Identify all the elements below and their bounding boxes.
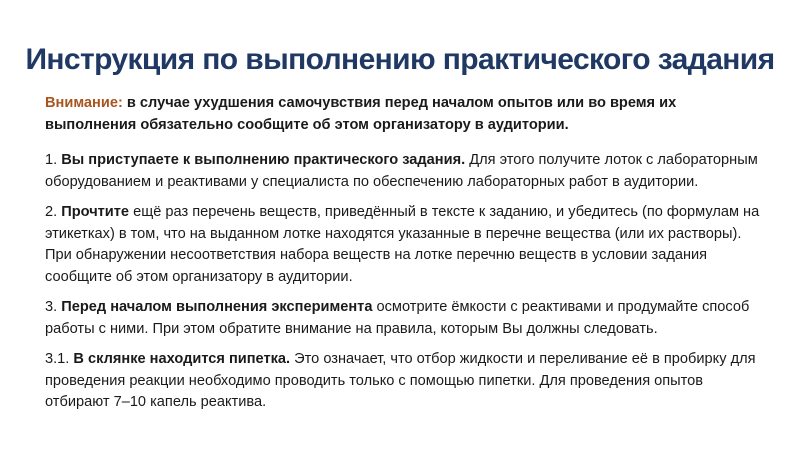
page-title: Инструкция по выполнению практического задания <box>25 43 775 76</box>
paragraph-1-number: 1. <box>45 152 58 168</box>
paragraph-3-text: осмотрите ёмкости с реактивами и продумайте способ работы с ними. При этом обратите внимание на правила, которым Вы должны следовать. <box>45 299 750 337</box>
paragraph-1 <box>45 150 762 193</box>
warning-label: Внимание: <box>45 95 123 111</box>
paragraph-3-number: 3. <box>45 299 58 315</box>
paragraph-1-text: Для этого получите лоток с лабораторным оборудованием и реактивами у специалиста по обеспечению лабораторных работ в аудитории. <box>45 152 758 190</box>
paragraph-2-number: 2. <box>45 204 58 220</box>
paragraph-3-1-text: Это означает, что отбор жидкости и переливание её в пробирку для проведения реакции необходимо проводить только с помощью пипетки. Для проведения опытов отбирают 7–10 капель реактива. <box>45 351 756 410</box>
paragraph-2-text: ещё раз перечень веществ, приведённый в тексте к заданию, и убедитесь (по формулам на этикетках) в том, что на выданном лотке находятся указанные в перечне вещества (или их растворы). При обнаружении несоответствия набора веществ на лотке перечню веществ в условии задания сообщите об этом организатору в аудитории. <box>45 204 760 285</box>
paragraph-3-lead: Перед началом выполнения эксперимента <box>61 299 373 315</box>
paragraph-3-1-number: 3.1. <box>45 351 70 367</box>
instruction-text-block <box>45 93 762 414</box>
paragraph-2 <box>45 202 762 288</box>
paragraph-2-lead: Прочтите <box>61 204 130 220</box>
paragraph-3-1-lead: В склянке находится пипетка. <box>73 351 291 367</box>
warning-paragraph <box>45 93 762 136</box>
paragraph-3-1 <box>45 349 762 414</box>
paragraph-1-lead: Вы приступаете к выполнению практического задания. <box>61 152 466 168</box>
paragraph-3 <box>45 297 762 340</box>
warning-text: в случае ухудшения самочувствия перед началом опытов или во время их выполнения обязательно сообщите об этом организатору в аудитории. <box>45 95 677 133</box>
